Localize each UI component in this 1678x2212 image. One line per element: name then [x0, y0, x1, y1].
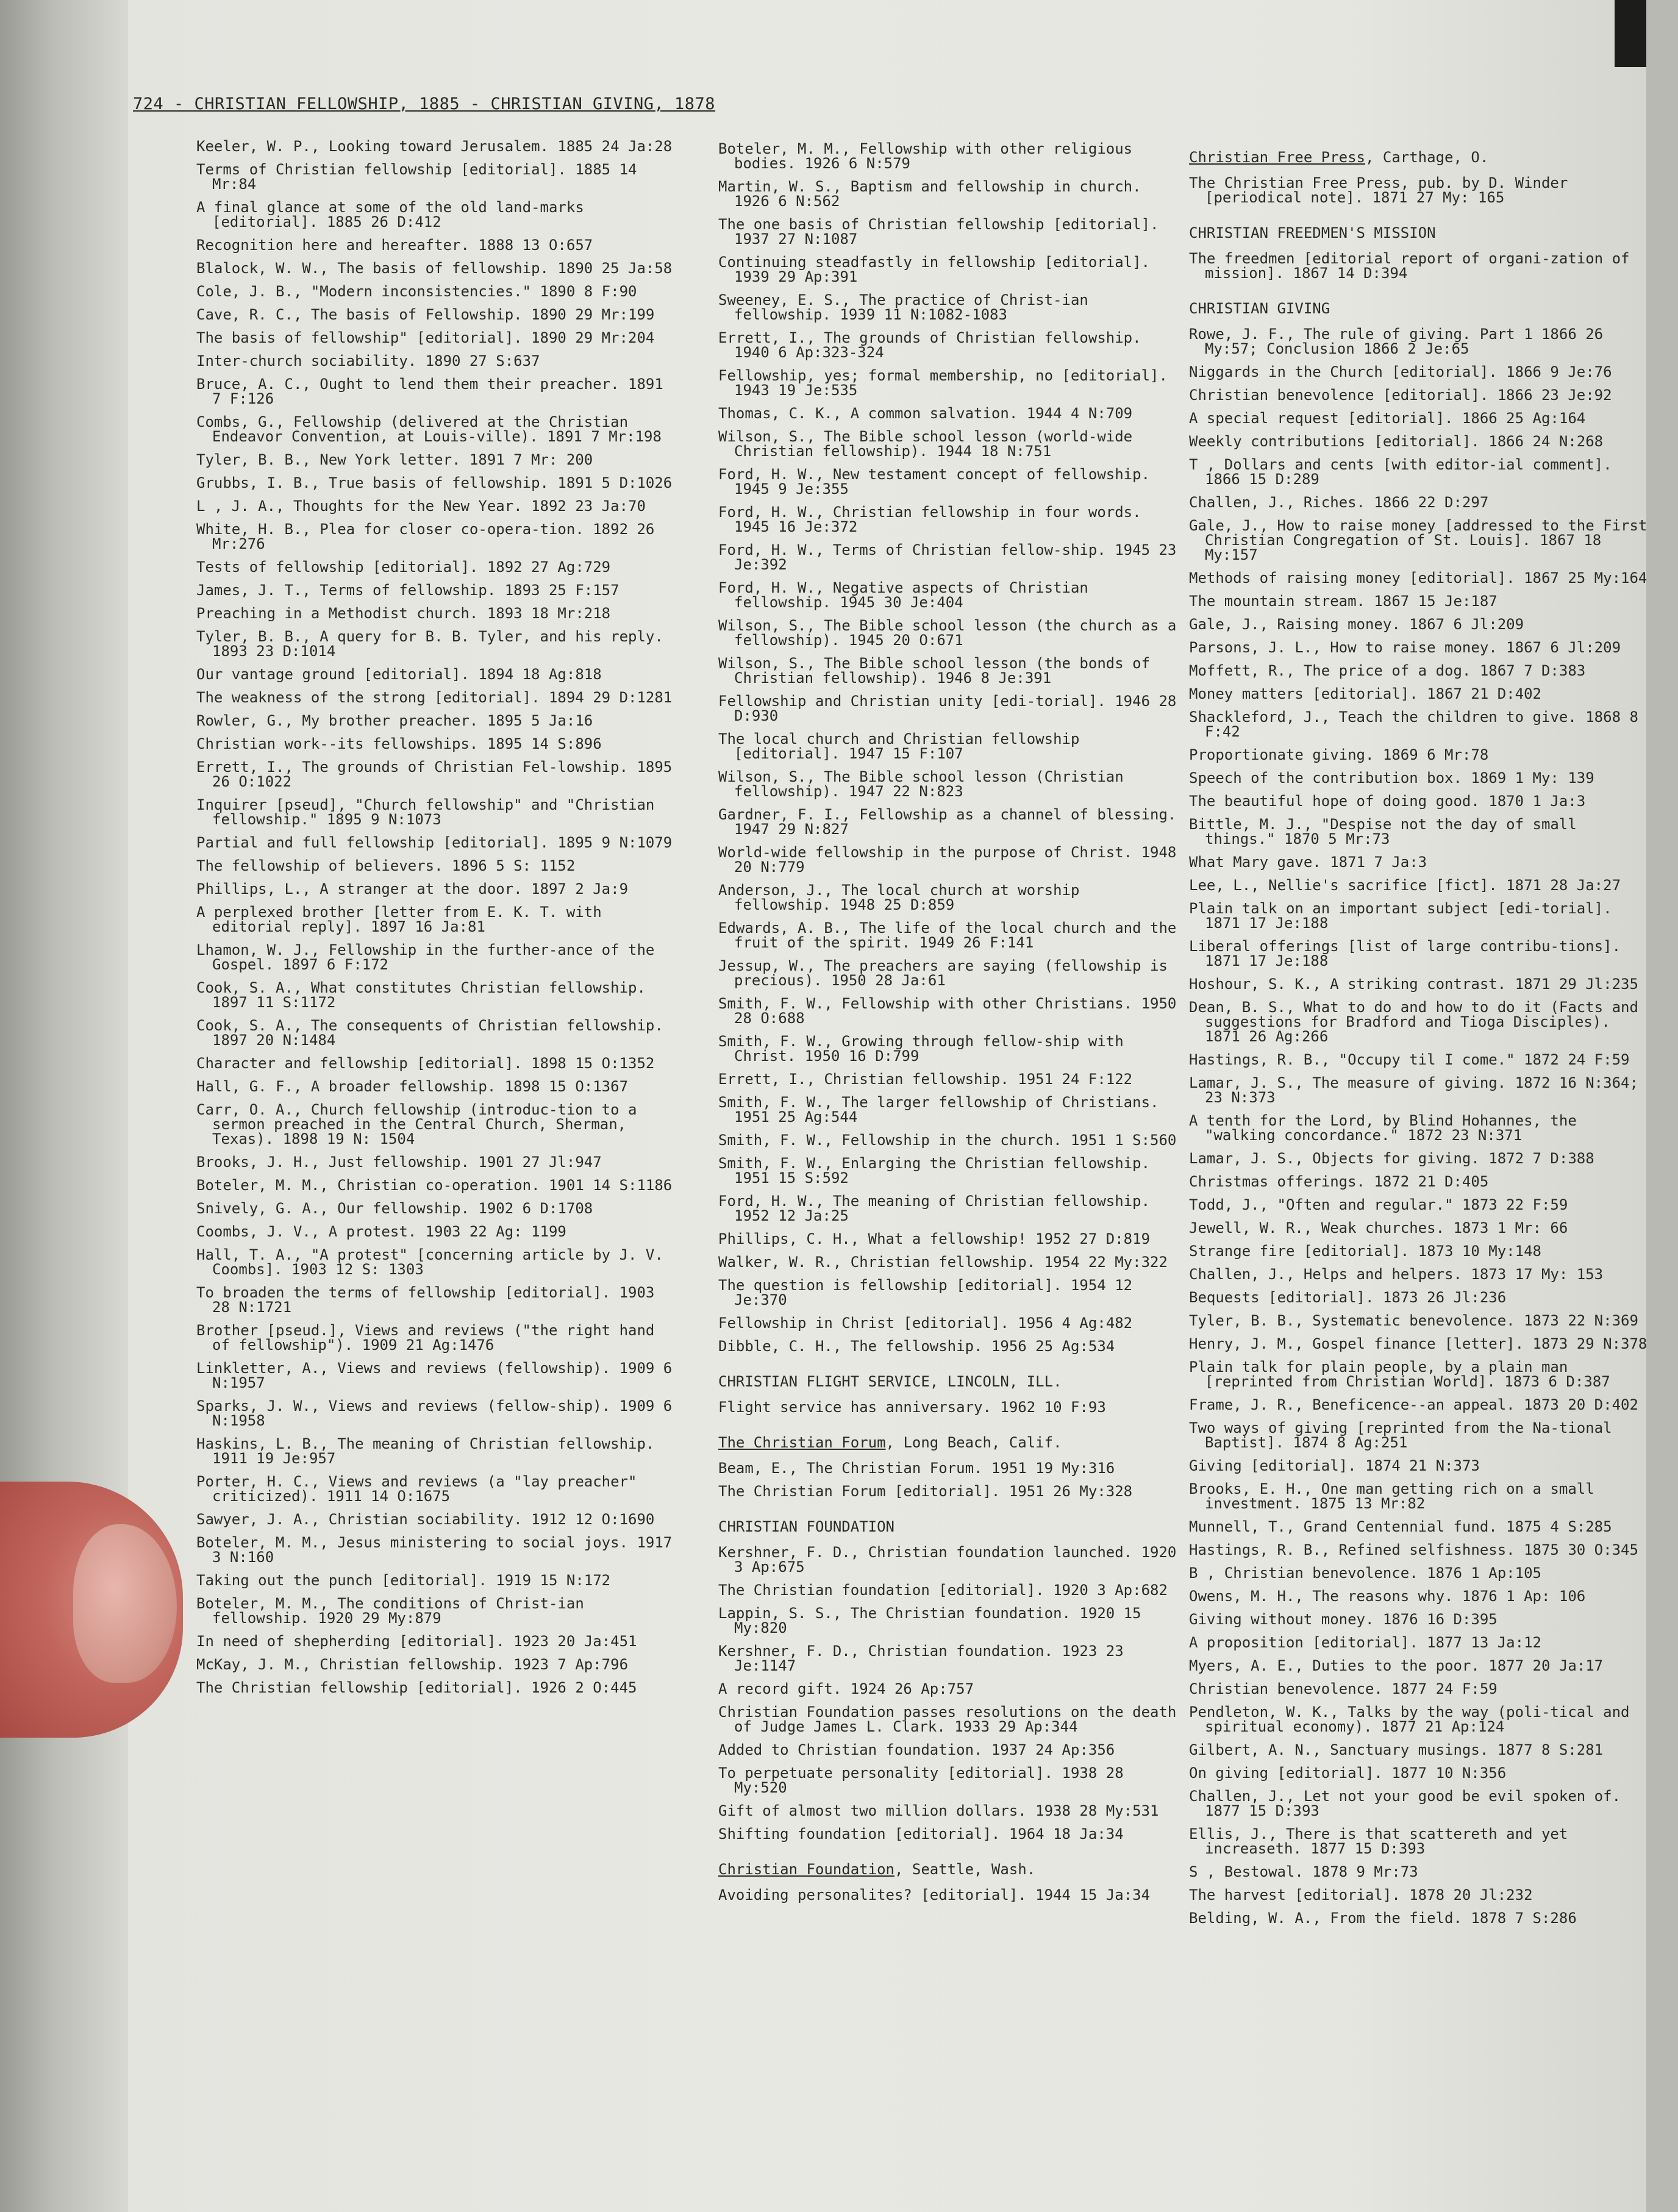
index-entry: Bruce, A. C., Ought to lend them their preacher. 1891 7 F:126 [196, 376, 673, 407]
index-entry: Lamar, J. S., Objects for giving. 1872 7 D:388 [1189, 1150, 1594, 1167]
index-entry: Errett, I., The grounds of Christian Fel-lowship. 1895 26 O:1022 [196, 758, 681, 790]
index-entry: Fellowship, yes; formal membership, no [editorial]. 1943 19 Je:535 [718, 367, 1177, 399]
index-entry: Recognition here and hereafter. 1888 13 O:657 [196, 237, 593, 254]
index-entry: Parsons, J. L., How to raise money. 1867 6 Jl:209 [1189, 639, 1621, 656]
index-entry: The fellowship of believers. 1896 5 S: 1152 [196, 857, 576, 874]
index-entry: Carr, O. A., Church fellowship (introduc-tion to a sermon preached in the Central Church, Sherman, Texas). 1898 19 N: 1504 [196, 1101, 646, 1147]
index-entry: Brother [pseud.], Views and reviews ("the right hand of fellowship"). 1909 21 Ag:1476 [196, 1322, 663, 1354]
index-entry: Martin, W. S., Baptism and fellowship in church. 1926 6 N:562 [718, 178, 1151, 210]
index-entry: Porter, H. C., Views and reviews (a "lay preacher" criticized). 1911 14 O:1675 [196, 1473, 646, 1505]
index-entry: A proposition [editorial]. 1877 13 Ja:12 [1189, 1634, 1541, 1651]
index-entry: A record gift. 1924 26 Ap:757 [718, 1680, 974, 1697]
index-entry: Bittle, M. J., "Despise not the day of small things." 1870 5 Mr:73 [1189, 816, 1586, 847]
index-entry: Lappin, S. S., The Christian foundation. 1920 15 My:820 [718, 1605, 1151, 1636]
index-entry: Sweeney, E. S., The practice of Christ-ian fellowship. 1939 11 N:1082-1083 [718, 291, 1098, 323]
index-entry: Flight service has anniversary. 1962 10 F:93 [718, 1399, 1106, 1416]
index-entry: Gale, J., How to raise money [addressed to the First Christian Congregation of St. Louis]. 1867 18 My:157 [1189, 517, 1656, 563]
index-entry: Smith, F. W., Fellowship with other Christians. 1950 28 O:688 [718, 995, 1185, 1027]
index-entry: Wilson, S., The Bible school lesson (Christian fellowship). 1947 22 N:823 [718, 768, 1133, 800]
index-entry: Linkletter, A., Views and reviews (fellowship). 1909 6 N:1957 [196, 1360, 681, 1391]
index-entry: Christian Foundation passes resolutions on the death of Judge James L. Clark. 1933 29 Ap:344 [718, 1704, 1185, 1735]
index-entry: Smith, F. W., The larger fellowship of Christians. 1951 25 Ag:544 [718, 1094, 1168, 1126]
index-entry: Owens, M. H., The reasons why. 1876 1 Ap: 106 [1189, 1588, 1586, 1605]
index-entry: White, H. B., Plea for closer co-opera-tion. 1892 26 Mr:276 [196, 521, 663, 552]
index-entry: Sparks, J. W., Views and reviews (fellow-ship). 1909 6 N:1958 [196, 1397, 681, 1429]
index-entry: The freedmen [editorial report of organi-zation of mission]. 1867 14 D:394 [1189, 250, 1638, 282]
index-entry: Christian benevolence. 1877 24 F:59 [1189, 1680, 1498, 1697]
index-entry: Bequests [editorial]. 1873 26 Jl:236 [1189, 1289, 1507, 1306]
index-entry: Plain talk on an important subject [edi-torial]. 1871 17 Je:188 [1189, 900, 1621, 932]
index-heading-title: The Christian Forum [718, 1434, 886, 1451]
index-entry: Cave, R. C., The basis of Fellowship. 1890 29 Mr:199 [196, 306, 655, 323]
index-entry: Combs, G., Fellowship (delivered at the Christian Endeavor Convention, at Louis-ville). 1891 7 Mr:198 [196, 413, 662, 445]
book-spine-shadow [0, 0, 128, 2212]
index-entry: Strange fire [editorial]. 1873 10 My:148 [1189, 1243, 1541, 1260]
index-entry: Liberal offerings [list of large contribu-tions]. 1871 17 Je:188 [1189, 938, 1630, 969]
index-entry: Kershner, F. D., Christian foundation launched. 1920 3 Ap:675 [718, 1544, 1185, 1575]
index-entry: Dean, B. S., What to do and how to do it (Facts and suggestions for Bradford and Tioga Disciples). 1871 26 Ag:266 [1189, 999, 1648, 1045]
index-entry: The local church and Christian fellowship [editorial]. 1947 15 F:107 [718, 730, 1088, 762]
index-entry: Blalock, W. W., The basis of fellowship. 1890 25 Ja:58 [196, 260, 673, 277]
index-heading: CHRISTIAN GIVING [1189, 300, 1330, 317]
index-entry: T , Dollars and cents [with editor-ial comment]. 1866 15 D:289 [1189, 456, 1621, 488]
page-edge-shadow [1615, 0, 1646, 67]
index-entry: Hall, G. F., A broader fellowship. 1898 15 O:1367 [196, 1078, 629, 1095]
index-entry: A tenth for the Lord, by Blind Hohannes, the "walking concordance." 1872 23 N:371 [1189, 1112, 1586, 1144]
index-entry: Brooks, E. H., One man getting rich on a small investment. 1875 13 Mr:82 [1189, 1480, 1604, 1512]
index-entry: Sawyer, J. A., Christian sociability. 1912 12 O:1690 [196, 1511, 655, 1528]
index-entry: Challen, J., Let not your good be evil spoken of. 1877 15 D:393 [1189, 1788, 1630, 1819]
running-header: 724 - CHRISTIAN FELLOWSHIP, 1885 - CHRISTIAN GIVING, 1878 [133, 95, 716, 113]
index-entry: Grubbs, I. B., True basis of fellowship. 1891 5 D:1026 [196, 474, 673, 491]
index-entry: Christian benevolence [editorial]. 1866 23 Je:92 [1189, 387, 1612, 404]
index-entry: Cook, S. A., What constitutes Christian fellowship. 1897 11 S:1172 [196, 979, 655, 1011]
index-entry: Inquirer [pseud], "Church fellowship" and "Christian fellowship." 1895 9 N:1073 [196, 796, 663, 828]
index-entry: The harvest [editorial]. 1878 20 Jl:232 [1189, 1886, 1533, 1903]
index-entry: Walker, W. R., Christian fellowship. 1954 22 My:322 [718, 1254, 1168, 1271]
index-entry: Tyler, B. B., A query for B. B. Tyler, and his reply. 1893 23 D:1014 [196, 628, 673, 660]
index-entry: Pendleton, W. K., Talks by the way (poli-tical and spiritual economy). 1877 21 Ap:124 [1189, 1704, 1638, 1735]
index-entry: Plain talk for plain people, by a plain man [reprinted from Christian World]. 1873 6 D:387 [1189, 1358, 1610, 1390]
index-entry: Gilbert, A. N., Sanctuary musings. 1877 8 S:281 [1189, 1741, 1604, 1758]
index-entry: Fellowship in Christ [editorial]. 1956 4 Ag:482 [718, 1315, 1133, 1332]
index-entry: Cook, S. A., The consequents of Christian fellowship. 1897 20 N:1484 [196, 1017, 673, 1049]
index-entry: Anderson, J., The local church at worship fellowship. 1948 25 D:859 [718, 882, 1088, 913]
index-heading-title: Christian Free Press [1189, 149, 1365, 166]
index-entry: Snively, G. A., Our fellowship. 1902 6 D:1708 [196, 1200, 593, 1217]
index-entry: Tyler, B. B., Systematic benevolence. 1873 22 N:369 [1189, 1312, 1638, 1329]
index-entry: To perpetuate personality [editorial]. 1938 28 My:520 [718, 1764, 1133, 1796]
index-entry: The mountain stream. 1867 15 Je:187 [1189, 593, 1498, 610]
index-entry: Lee, L., Nellie's sacrifice [fict]. 1871 28 Ja:27 [1189, 877, 1621, 894]
index-entry: Giving without money. 1876 16 D:395 [1189, 1611, 1498, 1628]
index-heading [1189, 150, 1652, 165]
index-entry: Henry, J. M., Gospel finance [letter]. 1873 29 N:378 [1189, 1335, 1648, 1352]
index-entry: Taking out the punch [editorial]. 1919 15 N:172 [196, 1572, 611, 1589]
index-entry: Rowe, J. F., The rule of giving. Part 1 1866 26 My:57; Conclusion 1866 2 Je:65 [1189, 326, 1612, 357]
index-entry: The basis of fellowship" [editorial]. 1890 29 Mr:204 [196, 329, 655, 346]
index-entry: A special request [editorial]. 1866 25 Ag:164 [1189, 410, 1586, 427]
index-heading: CHRISTIAN FOUNDATION [718, 1518, 894, 1535]
index-entry: Wilson, S., The Bible school lesson (the church as a fellowship). 1945 20 O:671 [718, 617, 1185, 649]
index-column-2 [718, 140, 1185, 1911]
index-entry: Continuing steadfastly in fellowship [editorial]. 1939 29 Ap:391 [718, 254, 1159, 285]
index-entry: Wilson, S., The Bible school lesson (the bonds of Christian fellowship). 1946 8 Je:391 [718, 655, 1159, 687]
index-entry: Christian work--its fellowships. 1895 14 S:896 [196, 735, 602, 752]
index-entry: On giving [editorial]. 1877 10 N:356 [1189, 1764, 1507, 1782]
index-entry: Boteler, M. M., The conditions of Christ-ian fellowship. 1920 29 My:879 [196, 1595, 593, 1627]
index-entry: Our vantage ground [editorial]. 1894 18 Ag:818 [196, 666, 602, 683]
index-entry: Errett, I., Christian fellowship. 1951 24 F:122 [718, 1071, 1133, 1088]
index-entry: L , J. A., Thoughts for the New Year. 1892 23 Ja:70 [196, 498, 646, 515]
index-entry: Inter-church sociability. 1890 27 S:637 [196, 352, 540, 369]
index-entry: The Christian foundation [editorial]. 1920 3 Ap:682 [718, 1582, 1168, 1599]
index-entry: Edwards, A. B., The life of the local church and the fruit of the spirit. 1949 26 F:141 [718, 919, 1185, 951]
index-entry: Boteler, M. M., Jesus ministering to social joys. 1917 3 N:160 [196, 1534, 681, 1566]
index-entry: Todd, J., "Often and regular." 1873 22 F:59 [1189, 1196, 1568, 1213]
index-entry: Munnell, T., Grand Centennial fund. 1875 4 S:285 [1189, 1518, 1612, 1535]
index-entry: Hall, T. A., "A protest" [concerning article by J. V. Coombs]. 1903 12 S: 1303 [196, 1246, 673, 1278]
index-column-3 [1189, 145, 1656, 1934]
index-entry: Speech of the contribution box. 1869 1 My: 139 [1189, 769, 1594, 787]
index-entry: Tyler, B. B., New York letter. 1891 7 Mr: 200 [196, 451, 593, 468]
index-entry: Weekly contributions [editorial]. 1866 24 N:268 [1189, 433, 1604, 450]
index-entry: Smith, F. W., Enlarging the Christian fellowship. 1951 15 S:592 [718, 1155, 1159, 1186]
index-entry: Money matters [editorial]. 1867 21 D:402 [1189, 685, 1541, 702]
index-entry: Boteler, M. M., Christian co-operation. 1901 14 S:1186 [196, 1177, 673, 1194]
index-entry: Challen, J., Riches. 1866 22 D:297 [1189, 494, 1489, 511]
index-entry: Beam, E., The Christian Forum. 1951 19 My:316 [718, 1460, 1115, 1477]
index-entry: Jewell, W. R., Weak churches. 1873 1 Mr: 66 [1189, 1219, 1568, 1236]
index-entry: Gift of almost two million dollars. 1938 28 My:531 [718, 1802, 1159, 1819]
index-entry: Smith, F. W., Fellowship in the church. 1951 1 S:560 [718, 1132, 1177, 1149]
index-entry: The beautiful hope of doing good. 1870 1 Ja:3 [1189, 793, 1586, 810]
index-entry: Phillips, L., A stranger at the door. 1897 2 Ja:9 [196, 880, 629, 897]
index-entry: S , Bestowal. 1878 9 Mr:73 [1189, 1863, 1418, 1880]
index-heading [718, 1435, 1182, 1450]
index-entry: What Mary gave. 1871 7 Ja:3 [1189, 854, 1427, 871]
index-entry: James, J. T., Terms of fellowship. 1893 25 F:157 [196, 582, 619, 599]
index-entry: Lhamon, W. J., Fellowship in the further-ance of the Gospel. 1897 6 F:172 [196, 941, 663, 973]
index-entry: A perplexed brother [letter from E. K. T. with editorial reply]. 1897 16 Ja:81 [196, 904, 611, 935]
index-entry: To broaden the terms of fellowship [editorial]. 1903 28 N:1721 [196, 1284, 663, 1316]
index-entry: Frame, J. R., Beneficence--an appeal. 1873 20 D:402 [1189, 1396, 1638, 1413]
index-entry: Jessup, W., The preachers are saying (fellowship is precious). 1950 28 Ja:61 [718, 957, 1177, 989]
index-entry: Lamar, J. S., The measure of giving. 1872 16 N:364; 23 N:373 [1189, 1074, 1648, 1106]
index-entry: Fellowship and Christian unity [edi-torial]. 1946 28 D:930 [718, 693, 1185, 724]
index-entry: Gale, J., Raising money. 1867 6 Jl:209 [1189, 616, 1524, 633]
index-entry: World-wide fellowship in the purpose of Christ. 1948 20 N:779 [718, 844, 1185, 876]
index-heading [718, 1862, 1182, 1877]
index-entry: Two ways of giving [reprinted from the Na-tional Baptist]. 1874 8 Ag:251 [1189, 1419, 1621, 1451]
index-entry: Ford, H. W., Negative aspects of Christian fellowship. 1945 30 Je:404 [718, 579, 1098, 611]
index-entry: Gardner, F. I., Fellowship as a channel of blessing. 1947 29 N:827 [718, 806, 1185, 838]
index-entry: Giving [editorial]. 1874 21 N:373 [1189, 1457, 1480, 1474]
index-heading-place: , Long Beach, Calif. [885, 1434, 1062, 1451]
index-entry: The question is fellowship [editorial]. 1954 12 Je:370 [718, 1277, 1141, 1308]
index-entry: Methods of raising money [editorial]. 1867 25 My:164 [1189, 569, 1648, 587]
index-entry: Hoshour, S. K., A striking contrast. 1871 29 Jl:235 [1189, 976, 1638, 993]
index-column-1 [196, 138, 681, 1704]
index-entry: Smith, F. W., Growing through fellow-ship with Christ. 1950 16 D:799 [718, 1033, 1133, 1065]
index-heading: CHRISTIAN FLIGHT SERVICE, LINCOLN, ILL. [718, 1373, 1062, 1390]
index-entry: Boteler, M. M., Fellowship with other religious bodies. 1926 6 N:579 [718, 140, 1141, 172]
index-entry: Coombs, J. V., A protest. 1903 22 Ag: 1199 [196, 1223, 566, 1240]
index-entry: Hastings, R. B., "Occupy til I come." 1872 24 F:59 [1189, 1051, 1630, 1068]
index-entry: McKay, J. M., Christian fellowship. 1923 7 Ap:796 [196, 1656, 629, 1673]
index-entry: Terms of Christian fellowship [editorial]. 1885 14 Mr:84 [196, 161, 646, 193]
index-entry: Christmas offerings. 1872 21 D:405 [1189, 1173, 1489, 1190]
index-entry: Shackleford, J., Teach the children to give. 1868 8 F:42 [1189, 708, 1648, 740]
index-entry: Cole, J. B., "Modern inconsistencies." 1890 8 F:90 [196, 283, 637, 300]
index-entry: Thomas, C. K., A common salvation. 1944 4 N:709 [718, 405, 1133, 422]
index-entry: Keeler, W. P., Looking toward Jerusalem. 1885 24 Ja:28 [196, 138, 673, 155]
index-entry: Challen, J., Helps and helpers. 1873 17 My: 153 [1189, 1266, 1604, 1283]
index-entry: Ellis, J., There is that scattereth and yet increaseth. 1877 15 D:393 [1189, 1825, 1577, 1857]
index-entry: Proportionate giving. 1869 6 Mr:78 [1189, 746, 1489, 763]
index-entry: Belding, W. A., From the field. 1878 7 S:286 [1189, 1910, 1577, 1927]
index-entry: In need of shepherding [editorial]. 1923 20 Ja:451 [196, 1633, 637, 1650]
index-entry: Hastings, R. B., Refined selfishness. 1875 30 O:345 [1189, 1541, 1638, 1558]
index-entry: Brooks, J. H., Just fellowship. 1901 27 Jl:947 [196, 1154, 602, 1171]
index-entry: Partial and full fellowship [editorial]. 1895 9 N:1079 [196, 834, 673, 851]
index-entry: Ford, H. W., New testament concept of fellowship. 1945 9 Je:355 [718, 466, 1159, 498]
index-entry: Kershner, F. D., Christian foundation. 1923 23 Je:1147 [718, 1643, 1133, 1674]
index-entry: Ford, H. W., Christian fellowship in four words. 1945 16 Je:372 [718, 504, 1151, 535]
index-entry: Tests of fellowship [editorial]. 1892 27 Ag:729 [196, 558, 611, 576]
index-entry: Character and fellowship [editorial]. 1898 15 O:1352 [196, 1055, 655, 1072]
index-entry: Haskins, L. B., The meaning of Christian fellowship. 1911 19 Je:957 [196, 1435, 663, 1467]
index-heading-title: Christian Foundation [718, 1861, 894, 1878]
index-heading-place: , Carthage, O. [1365, 149, 1489, 166]
index-entry: Ford, H. W., The meaning of Christian fellowship. 1952 12 Ja:25 [718, 1193, 1159, 1224]
index-entry: Niggards in the Church [editorial]. 1866 9 Je:76 [1189, 363, 1612, 380]
index-entry: Avoiding personalites? [editorial]. 1944 15 Ja:34 [718, 1886, 1151, 1903]
index-entry: Errett, I., The grounds of Christian fellowship. 1940 6 Ap:323-324 [718, 329, 1151, 361]
index-entry: Added to Christian foundation. 1937 24 Ap:356 [718, 1741, 1115, 1758]
index-entry: The Christian Forum [editorial]. 1951 26 My:328 [718, 1483, 1133, 1500]
index-entry: A final glance at some of the old land-marks [editorial]. 1885 26 D:412 [196, 199, 593, 230]
index-entry: The Christian Free Press, pub. by D. Winder [periodical note]. 1871 27 My: 165 [1189, 174, 1577, 206]
index-entry: Phillips, C. H., What a fellowship! 1952 27 D:819 [718, 1230, 1151, 1247]
index-entry: Rowler, G., My brother preacher. 1895 5 Ja:16 [196, 712, 593, 729]
index-entry: B , Christian benevolence. 1876 1 Ap:105 [1189, 1564, 1541, 1582]
index-heading-place: , Seattle, Wash. [894, 1861, 1036, 1878]
index-entry: Wilson, S., The Bible school lesson (world-wide Christian fellowship). 1944 18 N:751 [718, 428, 1141, 460]
index-entry: Shifting foundation [editorial]. 1964 18 Ja:34 [718, 1825, 1124, 1843]
index-heading: CHRISTIAN FREEDMEN'S MISSION [1189, 224, 1436, 241]
index-entry: The weakness of the strong [editorial]. 1894 29 D:1281 [196, 689, 673, 706]
index-entry: Myers, A. E., Duties to the poor. 1877 20 Ja:17 [1189, 1657, 1604, 1674]
index-entry: Ford, H. W., Terms of Christian fellow-ship. 1945 23 Je:392 [718, 541, 1185, 573]
index-entry: Preaching in a Methodist church. 1893 18 Mr:218 [196, 605, 611, 622]
index-entry: Moffett, R., The price of a dog. 1867 7 D:383 [1189, 662, 1586, 679]
index-entry: The Christian fellowship [editorial]. 1926 2 O:445 [196, 1679, 637, 1696]
index-entry: Dibble, C. H., The fellowship. 1956 25 Ag:534 [718, 1338, 1115, 1355]
index-entry: The one basis of Christian fellowship [editorial]. 1937 27 N:1087 [718, 216, 1168, 248]
